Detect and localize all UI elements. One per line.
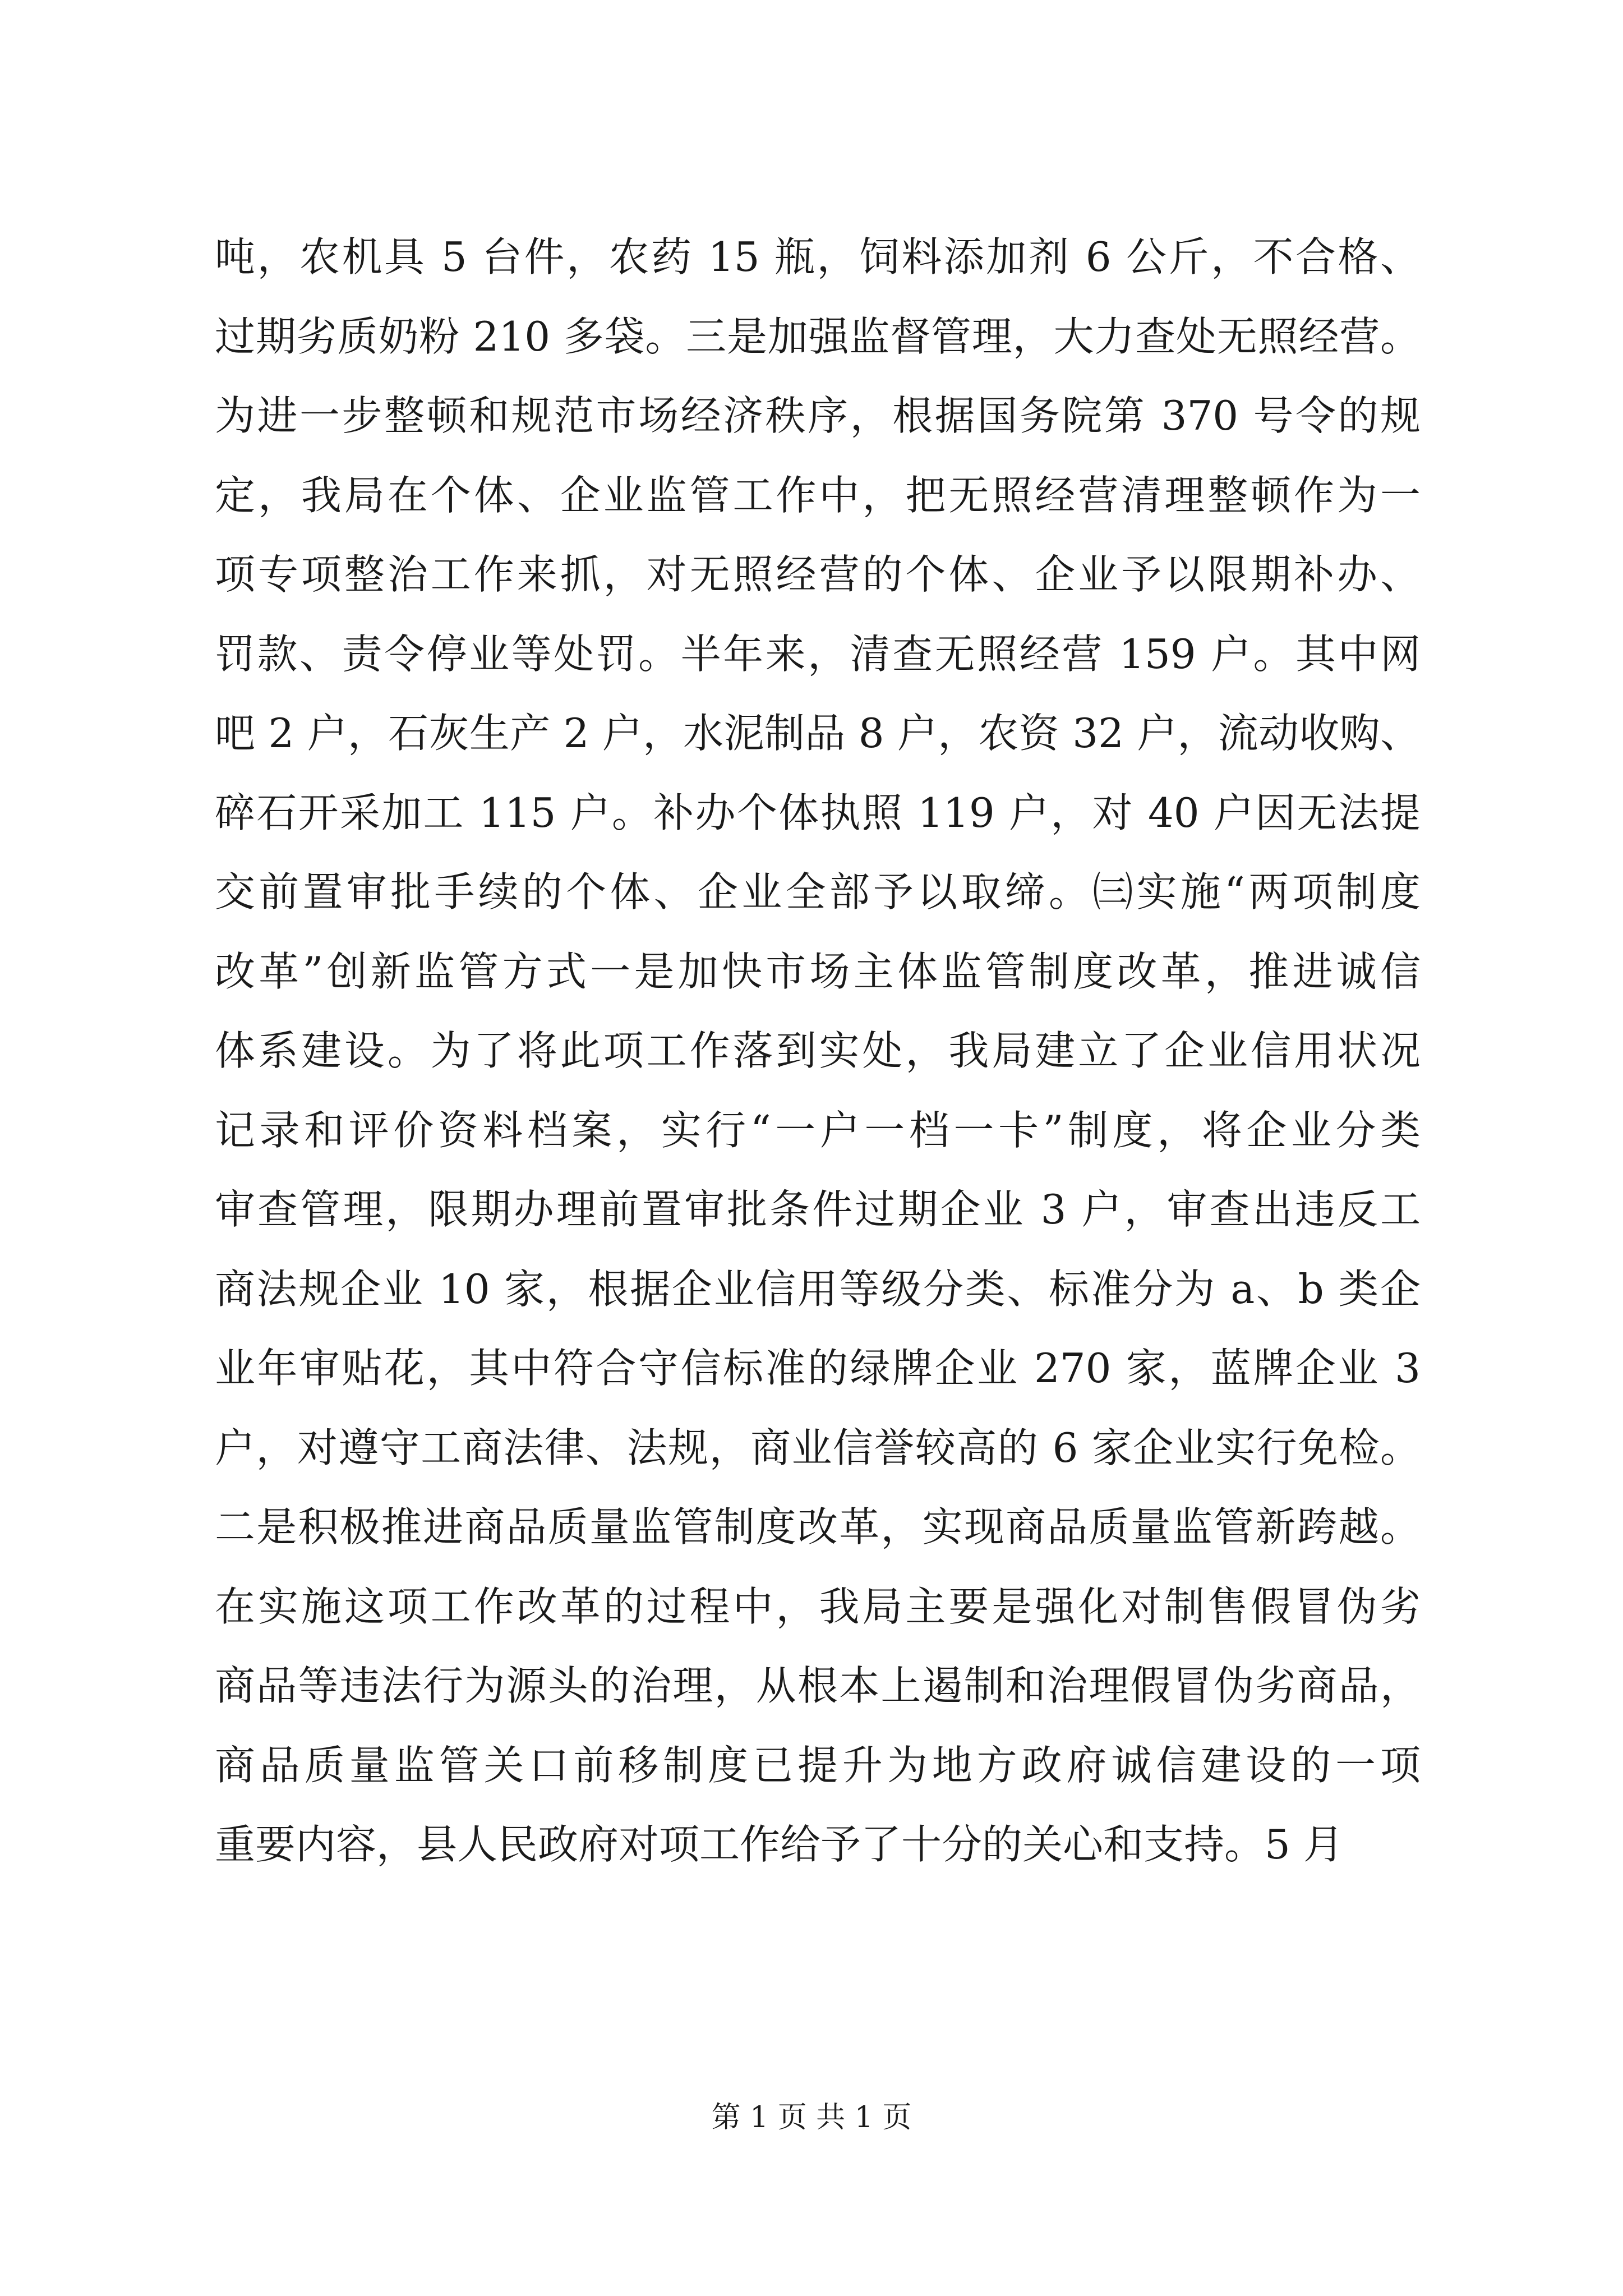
text-line: 碎石开采加工 115 户。补办个体执照 119 户，对 40 户因无法提	[215, 789, 1421, 836]
text-line: 商品质量监管关口前移制度已提升为地方政府诚信建设的一项	[215, 1741, 1421, 1789]
text-line: 二是积极推进商品质量监管制度改革，实现商品质量监管新跨越。	[215, 1503, 1421, 1550]
text-line: 商法规企业 10 家，根据企业信用等级分类、标准分为 a、b 类企	[215, 1265, 1421, 1313]
text-line: 为进一步整顿和规范市场经济秩序，根据国务院第 370 号令的规	[215, 392, 1421, 439]
text-line: 商品等违法行为源头的治理，从根本上遏制和治理假冒伪劣商品，	[215, 1662, 1421, 1709]
text-line: 定，我局在个体、企业监管工作中，把无照经营清理整顿作为一	[215, 471, 1421, 519]
body-paragraph	[215, 218, 1421, 1885]
text-line: 罚款、责令停业等处罚。半年来，清查无照经营 159 户。其中网	[215, 630, 1421, 678]
text-line: 在实施这项工作改革的过程中，我局主要是强化对制售假冒伪劣	[215, 1582, 1421, 1630]
text-line: 记录和评价资料档案，实行“一户一档一卡”制度，将企业分类	[215, 1106, 1421, 1154]
text-line: 体系建设。为了将此项工作落到实处，我局建立了企业信用状况	[215, 1027, 1421, 1074]
text-line: 吧 2 户，石灰生产 2 户，水泥制品 8 户，农资 32 户，流动收购、	[215, 710, 1421, 757]
text-line: 审查管理，限期办理前置审批条件过期企业 3 户，审查出违反工	[215, 1186, 1421, 1233]
text-line: 业年审贴花，其中符合守信标准的绿牌企业 270 家，蓝牌企业 3	[215, 1345, 1421, 1392]
text-line: 吨，农机具 5 台件，农药 15 瓶，饲料添加剂 6 公斤，不合格、	[215, 233, 1421, 280]
text-line: 过期劣质奶粉 210 多袋。三是加强监督管理，大力查处无照经营。	[215, 312, 1421, 360]
text-line: 户，对遵守工商法律、法规，商业信誉较高的 6 家企业实行免检。	[215, 1424, 1421, 1471]
text-line: 改革”创新监管方式一是加快市场主体监管制度改革，推进诚信	[215, 947, 1421, 995]
page-footer: 第 1 页 共 1 页	[711, 2101, 912, 2134]
text-line: 重要内容，县人民政府对项工作给予了十分的关心和支持。5 月	[215, 1821, 1344, 1868]
text-line: 项专项整治工作来抓，对无照经营的个体、企业予以限期补办、	[215, 551, 1421, 598]
text-line: 交前置审批手续的个体、企业全部予以取缔。㈢实施“两项制度	[215, 868, 1421, 915]
